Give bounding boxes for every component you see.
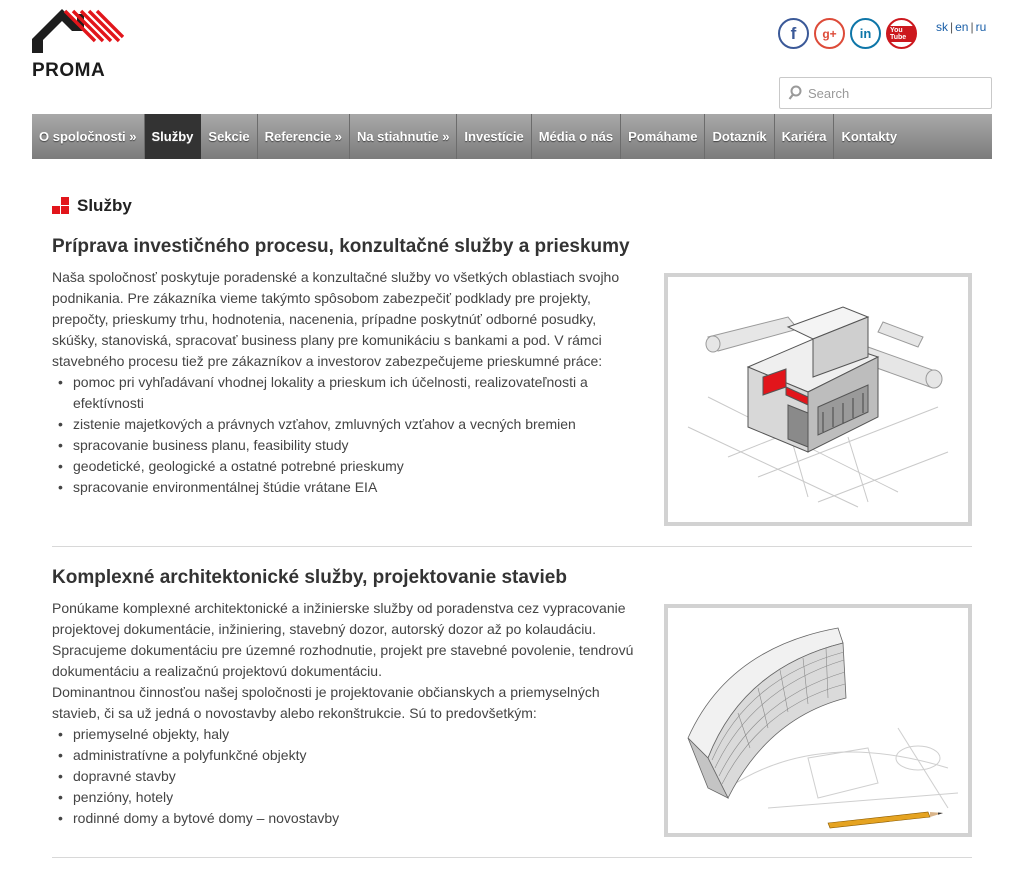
section-text xyxy=(52,267,642,498)
list-item: • dopravné stavby xyxy=(52,766,642,787)
nav-item-media-o-nas[interactable]: Média o nás xyxy=(532,114,621,159)
list-item: • rodinné domy a bytové domy – novostavby xyxy=(52,808,642,829)
facebook-icon[interactable]: f xyxy=(778,18,809,49)
section-heading: Príprava investičného procesu, konzultačné služby a prieskumy xyxy=(52,236,630,257)
page-title: Služby xyxy=(77,196,132,215)
section-paragraph: Dominantnou činnosťou našej spoločnosti je projektovanie občianskych a priemyselných stavieb, či sa už jedná o novostavby alebo rekonštrukcie. Sú to predovšetkým: xyxy=(52,684,600,721)
nav-item-kontakty[interactable]: Kontakty xyxy=(841,129,898,144)
section-investment xyxy=(52,236,972,526)
section-paragraph: Naša spoločnosť poskytuje poradenské a konzultačné služby vo všetkých oblastiach svojho podnikania. Pre zákazníka vieme takýmto spôsobom zabezpečiť podklady pre projekty, prepočty, prieskumy trhu, hodnotenia, nacenenia, prípadne poskytnúť odborné posudky, skúšky, stanoviská, spracovať business plany pre komunikáciu s bankami a pod. V rámci stavebného procesu tiež pre zákazníkov a investorov zabezpečujeme prieskumné práce: xyxy=(52,269,620,369)
main-nav xyxy=(32,114,992,159)
squares-icon xyxy=(52,197,70,215)
lang-en[interactable]: en xyxy=(955,20,969,34)
apartment-complex-image xyxy=(664,604,972,837)
nav-item-referencie[interactable]: Referencie » xyxy=(258,114,350,159)
lang-separator: | xyxy=(950,20,954,34)
service-list xyxy=(52,372,642,498)
list-item: • administratívne a polyfunkčné objekty xyxy=(52,745,642,766)
section-text xyxy=(52,598,642,829)
section-divider xyxy=(52,546,972,547)
list-item: • pomoc pri vyhľadávaní vhodnej lokality a prieskum ich účelnosti, realizovateľnosti a efektívnosti xyxy=(52,372,642,414)
building-model-illustration xyxy=(668,277,968,522)
section-paragraph: Ponúkame komplexné architektonické a inžinierske služby od poradenstva cez vypracovanie projektovej dokumentácie, inžiniering, stavebný dozor, autorský dozor až po kolaudáciu. Spracujeme dokumentáciu pre územné rozhodnutie, projekt pre stavebné povolenie, tendrovú dokumentáciu a realizačnú projektovú dokumentáciu. xyxy=(52,600,634,679)
nav-item-investicie[interactable]: Investície xyxy=(457,114,531,159)
list-item: • spracovanie business planu, feasibility study xyxy=(52,435,642,456)
nav-item-pomahame[interactable]: Pomáhame xyxy=(621,114,705,159)
section-divider xyxy=(52,857,972,858)
search-input[interactable] xyxy=(808,86,988,101)
page-heading xyxy=(52,196,132,216)
lang-ru[interactable]: ru xyxy=(975,20,987,34)
nav-item-sekcie[interactable]: Sekcie xyxy=(201,114,257,159)
nav-item-o-spolocnosti[interactable]: O spoločnosti » xyxy=(32,114,145,159)
list-item: • priemyselné objekty, haly xyxy=(52,724,642,745)
youtube-label: You Tube xyxy=(888,26,915,42)
linkedin-icon[interactable]: in xyxy=(850,18,881,49)
section-architecture xyxy=(52,567,972,842)
search-icon xyxy=(788,85,802,101)
search-box[interactable] xyxy=(779,77,992,109)
social-links xyxy=(778,18,917,49)
list-item: • geodetické, geologické a ostatné potrebné prieskumy xyxy=(52,456,642,477)
apartment-complex-illustration xyxy=(668,608,968,833)
nav-item-sluzby[interactable]: Služby xyxy=(145,114,202,159)
nav-item-kariera[interactable]: Kariéra xyxy=(775,114,835,159)
list-item: • spracovanie environmentálnej štúdie vrátane EIA xyxy=(52,477,642,498)
service-list xyxy=(52,724,642,829)
language-switcher xyxy=(936,20,986,34)
nav-item-dotaznik[interactable]: Dotazník xyxy=(705,114,774,159)
logo-text: PROMA xyxy=(32,60,106,81)
section-heading: Komplexné architektonické služby, projektovanie stavieb xyxy=(52,567,567,588)
list-item: • penzióny, hotely xyxy=(52,787,642,808)
lang-sk[interactable]: sk xyxy=(936,20,948,34)
building-model-image xyxy=(664,273,972,526)
google-plus-icon[interactable]: g+ xyxy=(814,18,845,49)
nav-item-na-stiahnutie[interactable]: Na stiahnutie » xyxy=(350,114,457,159)
lang-separator: | xyxy=(970,20,974,34)
youtube-icon[interactable] xyxy=(886,18,917,49)
list-item: • zistenie majetkových a právnych vzťahov, zmluvných vzťahov a vecných bremien xyxy=(52,414,642,435)
